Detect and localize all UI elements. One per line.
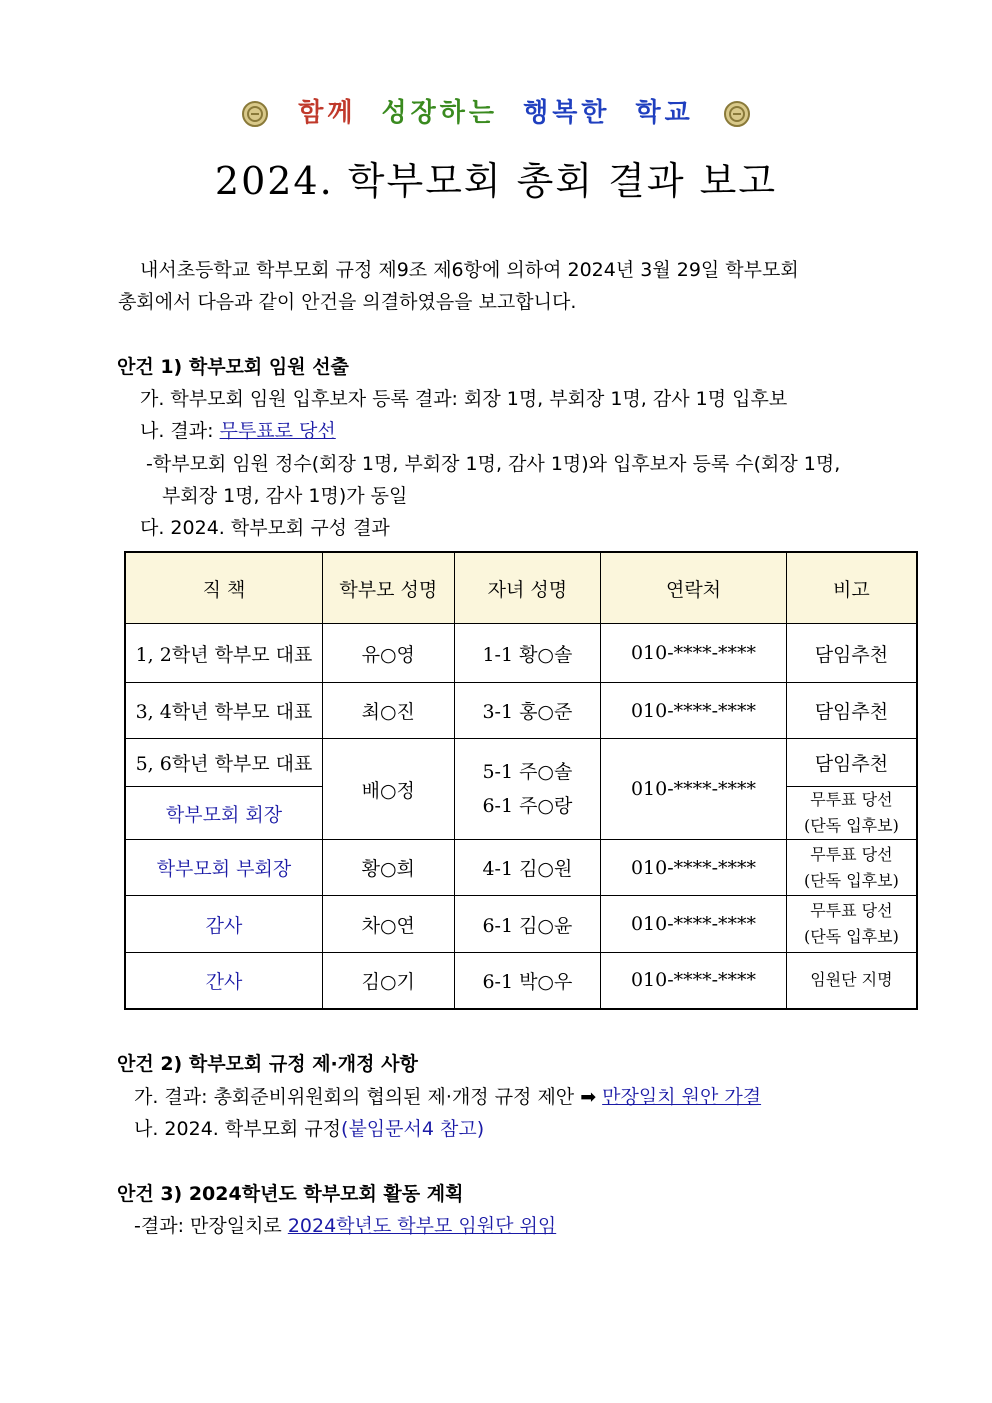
header-parent: 학부모 성명: [322, 552, 454, 624]
note-line-1: 무투표 당선: [810, 844, 893, 864]
phone-cell: 010-****-****: [601, 840, 787, 896]
note-cell: [786, 896, 917, 953]
slogan-word-2: 성장하는: [381, 98, 499, 128]
parent-cell: 최○진: [322, 683, 454, 739]
note-line-2: (단독 입후보): [803, 870, 899, 890]
note-cell: 담임추천: [786, 624, 917, 683]
child-cell: 6-1 김○윤: [454, 896, 601, 953]
agenda-2-result-link[interactable]: 만장일치 원안 가결: [602, 1086, 762, 1108]
agenda-2-item-ga: [134, 1082, 761, 1109]
table-row: [125, 953, 917, 1009]
page-title: 2024. 학부모회 총회 결과 보고: [214, 159, 778, 203]
child-cell: 6-1 박○우: [454, 953, 601, 1009]
agenda-1-item-na: [140, 416, 336, 443]
officers-table: [124, 551, 918, 1010]
header-note: 비고: [786, 552, 917, 624]
phone-cell: 010-****-****: [601, 624, 787, 683]
agenda-1-item-ga: 가. 학부모회 임원 입후보자 등록 결과: 회장 1명, 부회장 1명, 감사 1명 입후보: [140, 388, 788, 410]
child-cell: 3-1 홍○준: [454, 683, 601, 739]
note-cell: 담임추천: [786, 683, 917, 739]
intro-line-2: 총회에서 다음과 같이 안건을 의결하였음을 보고합니다.: [118, 291, 577, 313]
parent-cell: 차○연: [322, 896, 454, 953]
phone-cell: 010-****-****: [601, 896, 787, 953]
child-cell: 4-1 김○원: [454, 840, 601, 896]
agenda-2-item-ga-prefix: 가. 결과: 총회준비위원회의 협의된 제·개정 규정 제안 ➡: [134, 1086, 603, 1108]
phone-cell: 010-****-****: [601, 683, 787, 739]
role-cell: 1, 2학년 학부모 대표: [125, 624, 322, 683]
parent-cell: 황○희: [322, 840, 454, 896]
agenda-1-item-da: 다. 2024. 학부모회 구성 결과: [140, 517, 390, 539]
agenda-3-result-prefix: -결과: 만장일치로: [134, 1215, 288, 1237]
parent-cell: 유○영: [322, 624, 454, 683]
child-name-1: 5-1 주○솔: [482, 761, 573, 783]
role-cell: 3, 4학년 학부모 대표: [125, 683, 322, 739]
note-line-1: 무투표 당선: [810, 790, 893, 809]
intro-line-1: 내서초등학교 학부모회 규정 제9조 제6항에 의하여 2024년 3월 29일 학부모회: [140, 259, 799, 281]
note-line-2: (단독 입후보): [803, 927, 899, 946]
slogan-word-1: 함께: [298, 98, 357, 128]
phone-cell: 010-****-****: [601, 953, 787, 1009]
child-cell: 1-1 황○솔: [454, 624, 601, 683]
emblem-icon: [241, 100, 269, 128]
agenda-1-detail-1: -학부모회 임원 정수(회장 1명, 부회장 1명, 감사 1명)와 입후보자 등록 수(회장 1명,: [146, 453, 841, 475]
note-cell: 임원단 지명: [786, 953, 917, 1009]
agenda-1-item-na-prefix: 나. 결과:: [140, 420, 220, 442]
table-row: [125, 840, 917, 896]
agenda-2-heading: 안건 2) 학부모회 규정 제·개정 사항: [117, 1053, 418, 1075]
parent-cell: 배○정: [322, 739, 454, 840]
slogan: [0, 92, 992, 129]
phone-cell: 010-****-****: [601, 739, 787, 840]
emblem-icon: [723, 100, 751, 128]
header-role: 직 책: [125, 552, 322, 624]
note-line-2: (단독 입후보): [803, 816, 899, 835]
agenda-3-result-link[interactable]: 2024학년도 학부모 임원단 위임: [287, 1215, 557, 1237]
note-cell: 담임추천: [786, 739, 917, 787]
agenda-1-heading: 안건 1) 학부모회 임원 선출: [117, 356, 349, 378]
table-row: [125, 739, 917, 787]
role-cell: 감사: [125, 896, 322, 953]
child-name-2: 6-1 주○랑: [482, 795, 573, 817]
agenda-3-result: [134, 1211, 556, 1238]
agenda-2-attachment-ref: (붙임문서4 참고): [341, 1118, 485, 1140]
role-cell: 5, 6학년 학부모 대표: [125, 739, 322, 787]
note-cell: [786, 787, 917, 840]
role-cell: 간사: [125, 953, 322, 1009]
table-row: [125, 683, 917, 739]
child-cell: [454, 739, 601, 840]
table-row: [125, 624, 917, 683]
agenda-2-item-na: [134, 1114, 484, 1141]
slogan-word-3: 행복한: [523, 98, 611, 128]
header-phone: 연락처: [601, 552, 787, 624]
agenda-3-heading: 안건 3) 2024학년도 학부모회 활동 계획: [117, 1183, 464, 1205]
table-header-row: [125, 552, 917, 624]
header-child: 자녀 성명: [454, 552, 601, 624]
agenda-2-item-na-prefix: 나. 2024. 학부모회 규정: [134, 1118, 342, 1140]
role-cell: 학부모회 회장: [125, 787, 322, 840]
agenda-1-detail-2: 부회장 1명, 감사 1명)가 동일: [162, 485, 408, 507]
table-row: [125, 896, 917, 953]
slogan-word-4: 학교: [635, 98, 694, 128]
note-line-1: 무투표 당선: [810, 901, 893, 920]
agenda-1-result-link[interactable]: 무투표로 당선: [219, 420, 336, 442]
role-cell: 학부모회 부회장: [125, 840, 322, 896]
parent-cell: 김○기: [322, 953, 454, 1009]
note-cell: [786, 840, 917, 896]
